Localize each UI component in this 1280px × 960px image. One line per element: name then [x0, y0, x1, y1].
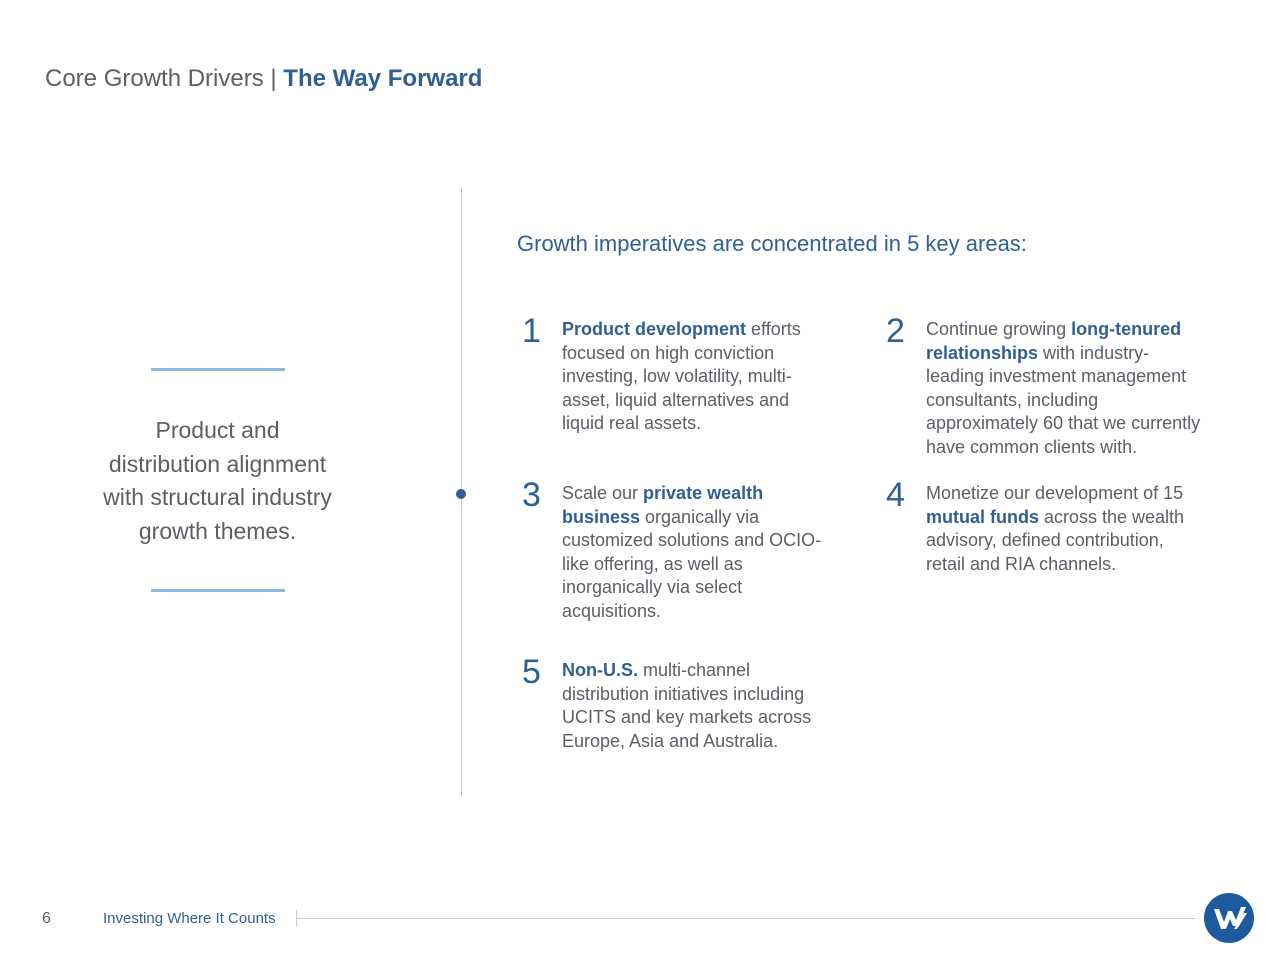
area-line: consultants, including: [926, 389, 1099, 410]
page-number: 6: [42, 910, 51, 927]
growth-headline: Growth imperatives are concentrated in 5 key areas:: [517, 231, 1027, 256]
area-line: acquisitions.: [562, 600, 662, 621]
area-number: 5: [522, 653, 541, 691]
page-title-light: Core Growth Drivers |: [45, 65, 284, 92]
page-title: [45, 64, 482, 94]
left-top-rule: [151, 368, 285, 371]
left-statement-line: Product and: [155, 417, 280, 443]
left-statement: [80, 414, 355, 548]
area-description: [926, 318, 1200, 459]
area-line: Continue growing long-tenured: [926, 319, 1182, 339]
area-line: asset, liquid alternatives and: [562, 389, 790, 410]
area-line: inorganically via select: [562, 577, 743, 597]
area-number: 4: [886, 476, 905, 514]
area-line: advisory, defined contribution,: [926, 530, 1164, 550]
left-statement-line: with structural industry: [103, 484, 332, 510]
area-line: Europe, Asia and Australia.: [562, 730, 779, 751]
footer-tagline: Investing Where It Counts: [103, 910, 276, 927]
area-line: UCITS and key markets across: [562, 707, 812, 727]
page-title-bold: The Way Forward: [283, 65, 483, 92]
footer-rule: [297, 918, 1195, 919]
left-bottom-rule: [151, 589, 285, 592]
left-statement-line: distribution alignment: [108, 450, 327, 477]
area-line: investing, low volatility, multi-: [562, 366, 792, 386]
area-line: customized solutions and OCIO-: [562, 530, 822, 550]
area-line: Monetize our development of 15: [926, 483, 1184, 503]
area-line: retail and RIA channels.: [926, 553, 1117, 574]
area-line: have common clients with.: [926, 436, 1138, 457]
area-description: [926, 482, 1184, 576]
area-line: focused on high conviction: [562, 342, 775, 363]
area-number: 3: [522, 476, 541, 514]
area-line: liquid real assets.: [562, 413, 702, 433]
area-line: approximately 60 that we currently: [926, 413, 1201, 433]
area-line: Non-U.S. multi-channel: [562, 660, 751, 680]
area-description: [562, 318, 801, 436]
area-line: leading investment management: [926, 366, 1187, 386]
area-description: [562, 482, 821, 623]
area-line: distribution initiatives including: [562, 683, 805, 704]
divider-dot-icon: [456, 489, 466, 499]
left-statement-line: growth themes.: [138, 517, 297, 544]
area-line: relationships with industry-: [926, 342, 1150, 363]
area-number: 1: [522, 312, 541, 350]
area-line: like offering, as well as: [562, 553, 743, 574]
area-line: Product development efforts: [562, 319, 801, 339]
area-line: mutual funds across the wealth: [926, 506, 1185, 527]
area-line: business organically via: [562, 506, 760, 527]
area-description: [562, 659, 811, 753]
wilshire-w-logo-icon: [1204, 893, 1254, 943]
area-line: Scale our private wealth: [562, 483, 764, 503]
area-number: 2: [886, 312, 905, 350]
